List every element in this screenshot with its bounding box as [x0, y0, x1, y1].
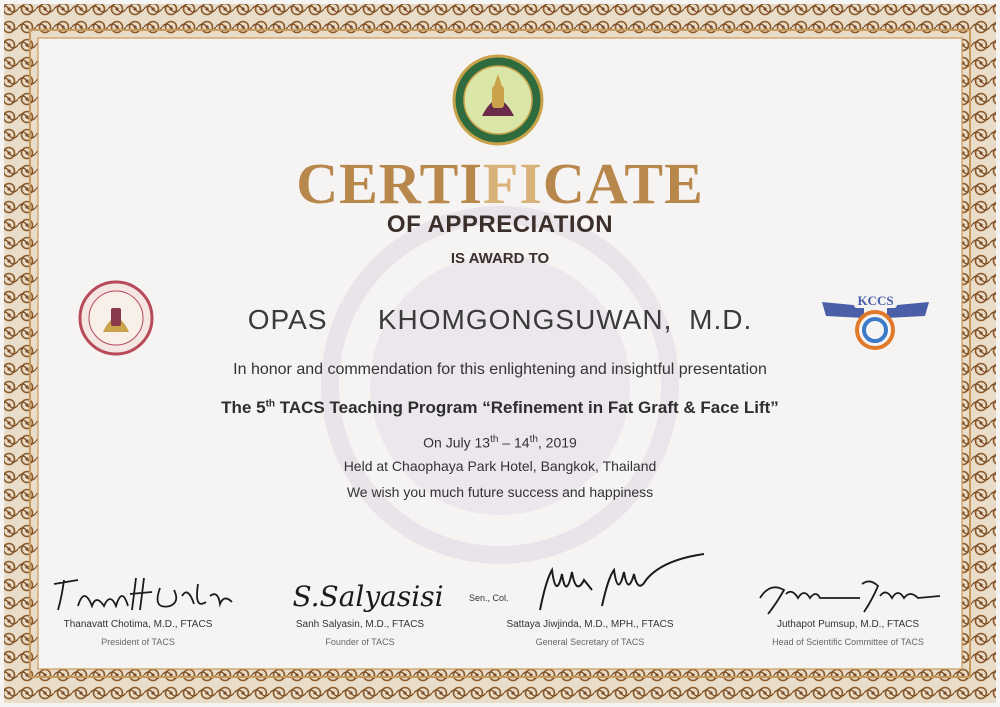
signatory-1-name: Thanavatt Chotima, M.D., FTACS [63, 619, 213, 630]
signatory-3-prefix: Sen., Col. [469, 593, 509, 603]
wish-line: We wish you much future success and happiness [346, 484, 654, 500]
signature-3 [532, 550, 712, 620]
signatory-2-name: Sanh Salyasin, M.D., FTACS [295, 619, 425, 630]
certificate-title: CERTIFICATE [296, 151, 704, 216]
signatory-4-name: Juthapot Pumsup, M.D., FTACS [776, 619, 920, 630]
recipient-name: OPAS KHOMGONGSUWAN, M.D. [247, 304, 753, 335]
top-seal-logo [452, 54, 544, 146]
honor-line: In honor and commendation for this enlightening and insightful presentation [233, 361, 767, 378]
signatory-1-role: President of TACS [101, 637, 175, 647]
signatory-2-role: Founder of TACS [325, 637, 395, 647]
signature-2: S.Salyasisi [292, 580, 444, 613]
certificate-subtitle: OF APPRECIATION [386, 211, 614, 238]
kccs-logo-text: KCCS [857, 293, 894, 308]
signatory-3-name: Sattaya Jiwjinda, M.D., MPH., FTACS [506, 619, 674, 630]
signatory-4-role: Head of Scientific Committee of TACS [772, 637, 924, 647]
award-line: IS AWARD TO [450, 250, 550, 267]
signatory-3-role: General Secretary of TACS [535, 637, 645, 647]
signature-1 [48, 566, 238, 616]
event-date: On July 13th – 14th, 2019 [423, 434, 577, 451]
program-title: The 5th TACS Teaching Program “Refinement in Fat Graft & Face Lift” [221, 398, 779, 417]
signature-4 [750, 574, 950, 620]
event-venue: Held at Chaophaya Park Hotel, Bangkok, Thailand [343, 458, 657, 474]
